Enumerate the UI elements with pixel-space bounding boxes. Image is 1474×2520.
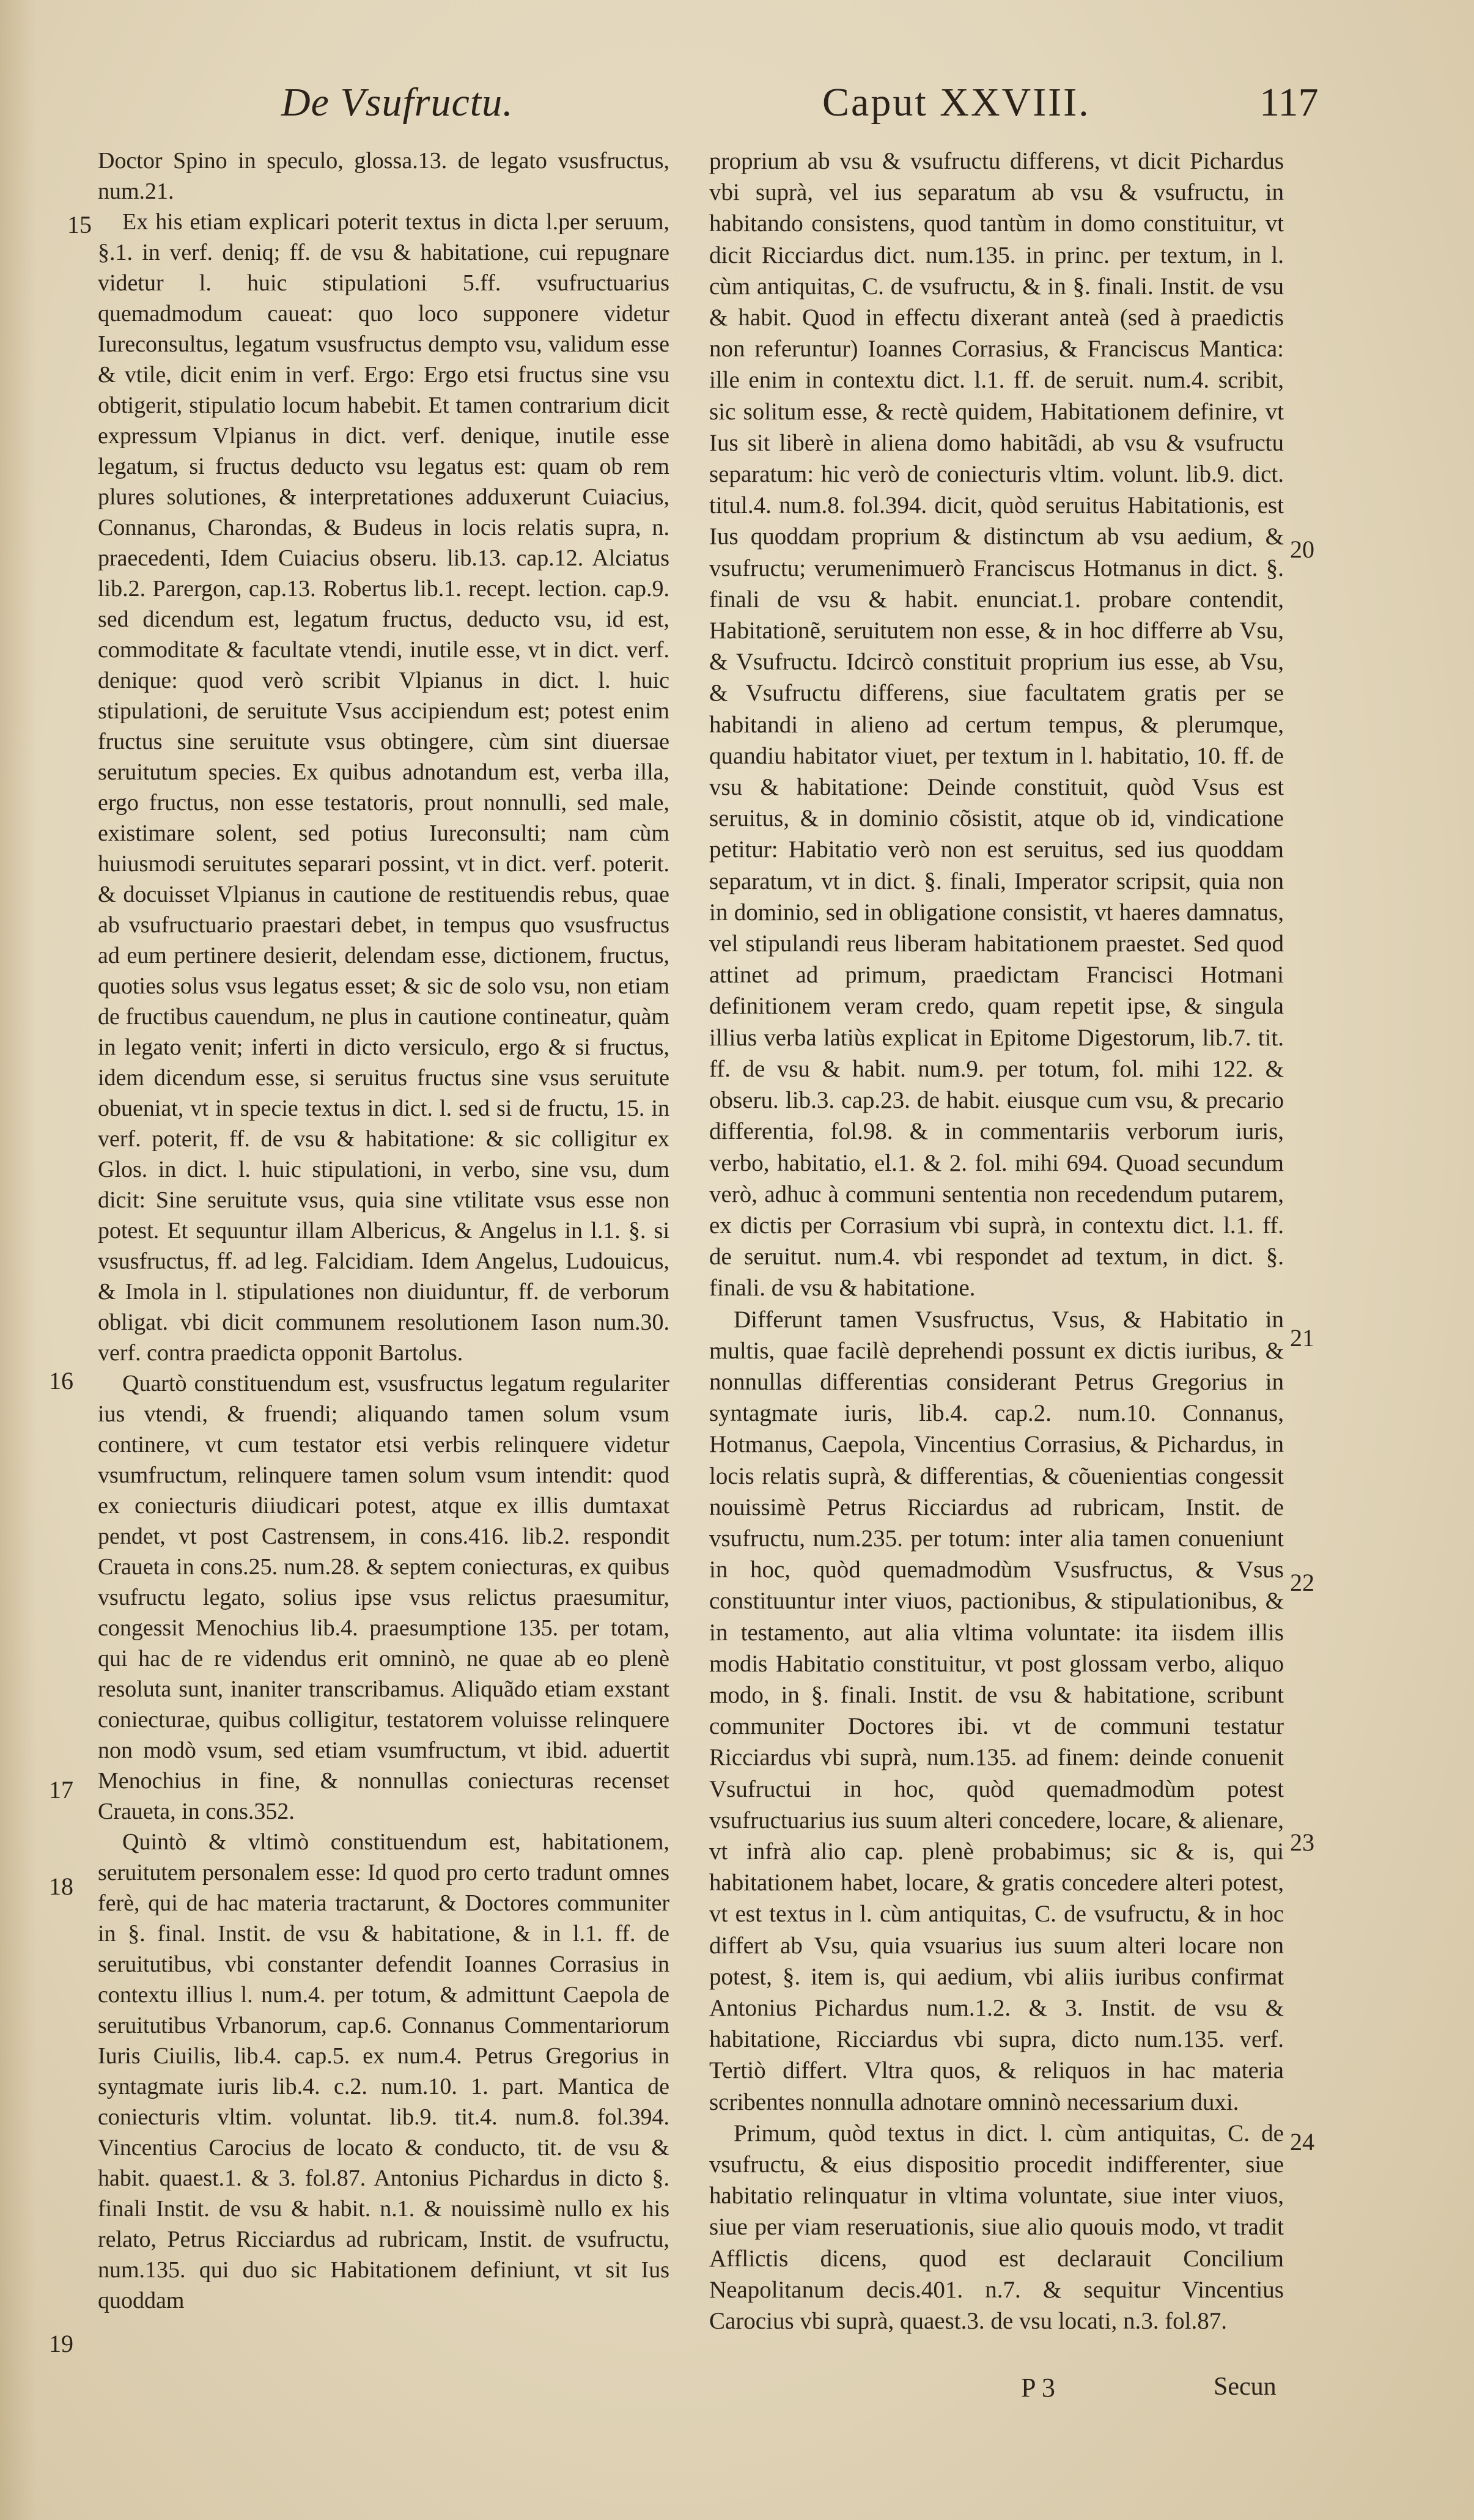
right-column <box>709 146 1284 2337</box>
margin-number: 19 <box>49 2330 73 2357</box>
right-paragraph: Differunt tamen Vsusfructus, Vsus, & Habitatio in multis, quae facilè deprehendi possunt ex dictis iuribus, & nonnullas differentias considerant Petrus Gregorius in syntagmate iuris, lib.4. cap.2. num.10. Connanus, Hotmanus, Caepola, Vincentius Corrasius, & Pichardus, in locis relatis suprà, & differentias, & cõuenientias congessit nouissimè Petrus Ricciardus ad rubricam, Instit. de vsufructu, num.235. per totum: inter alia tamen conueniunt in hoc, quòd quemadmodùm Vsusfructus, & Vsus constituuntur inter viuos, pactionibus, & stipulationibus, & in testamento, aut alia vltima voluntate: ita iisdem illis modis Habitatio constituitur, vt post glossam verbo, aliquo modo, in §. finali. Instit. de vsu & habitatione, scribunt communiter Doctores ibi. vt de communi testatur Ricciardus vbi suprà, num.135. ad finem: deinde conuenit Vsufructui in hoc, quòd quemadmodùm potest vsufructuarius ius suum alteri concedere, locare, & alienare, vt infrà alio cap. plenè probabimus; sic & is, qui habitationem habet, locare, & gratis concedere alteri potest, vt est textus in l. cùm antiquitas, C. de vsufructu, & in hoc differt ab Vsu, quia vsuarius ius suum alteri locare non potest, §. item is, qui aedium, vbi aliis iuribus confirmat Antonius Pichardus num.1.2. & 3. Instit. de vsu & habitatione, Ricciardus vbi supra, dicto num.135. verf. Tertiò differt. Vltra quos, & reliquos in hac materia scribentes nonnulla adnotare omninò necessarium duxi. <box>709 1306 1284 2115</box>
margin-number: 20 <box>1290 536 1314 563</box>
margin-number: 16 <box>49 1367 73 1394</box>
left-paragraph: Doctor Spino in speculo, glossa.13. de legato vsusfructus, num.21. <box>98 148 669 204</box>
left-paragraph: Quartò constituendum est, vsusfructus legatum regulariter ius vtendi, & fruendi; aliquando tamen solum vsum continere, vt cum testator etsi verbis relinquere videtur vsumfructum, relinquere tamen solum vsum intendit: quod ex coniecturis diiudicari potest, atque ex illis dumtaxat pendet, vt post Castrensem, in cons.416. lib.2. respondit Craueta in cons.25. num.28. & septem coniecturas, ex quibus vsufructu legato, solius ipse vsus relictus praesumitur, congessit Menochius lib.4. praesumptione 135. per totam, qui hac de re videndus erit omninò, ne quae ab eo plenè resoluta sunt, inaniter transcribamus. Aliquãdo etiam exstant coniecturae, quibus colligitur, testatorem voluisse relinquere non modò vsum, sed etiam vsumfructum, vt ibid. aduertit Menochius in fine, & nonnullas coniecturas recenset Craueta, in cons.352. <box>98 1371 669 1824</box>
gutter-shadow <box>0 0 37 2520</box>
left-paragraph: Ex his etiam explicari poterit textus in dicta l.per seruum, §.1. in verf. deniq; ff. de vsu & habitatione, cui repugnare videtur l. huic stipulationi 5.ff. vsufructuarius quemadmodum caueat: quo loco supponere videtur Iureconsultus, legatum vsusfructus dempto vsu, validum esse & vtile, dicit enim in verf. Ergo: Ergo etsi fructus sine vsu obtigerit, stipulatio locum habebit. Et tamen contrarium dicit expressum Vlpianus in dict. verf. denique, inutile esse legatum, si fructus deducto vsu legatus est: quam ob rem plures solutiones, & interpretationes adduxerunt Cuiacius, Connanus, Charondas, & Budeus in locis relatis supra, n. praecedenti, Idem Cuiacius obseru. lib.13. cap.12. Alciatus lib.2. Parergon, cap.13. Robertus lib.1. recept. lection. cap.9. sed dicendum est, legatum fructus, deducto vsu, id est, commoditate & facultate vtendi, inutile esse, vt in dict. verf. denique: quod verò scribit Vlpianus in dict. l. huic stipulationi, de seruitute Vsus accipiendum est; potest enim fructus sine seruitute vsus obtingere, cùm sint diuersae seruitutum species. Ex quibus adnotandum est, verba illa, ergo fructus, non esse testatoris, prout nonnulli, sed male, existimare solent, sed potius Iureconsulti; nam cùm huiusmodi seruitutes separari possint, vt in dict. verf. poterit. & docuisset Vlpianus in cautione de restituendis rebus, quae ab vsufructuario praestari debet, in tempus quo vsusfructus ad eum pertinere desierit, delendam esse, dictionem, fructus, quoties solus vsus legatus esset; & sic de solo vsu, non etiam de fructibus cauendum, ne plus in cautione contineatur, quàm in legato venit; inferti in dicto versiculo, ergo & si fructus, idem dicendum esse, si seruitus fructus sine vsus seruitute obueniat, vt in specie textus in dict. l. sed si de fructu, 15. in verf. poterit, ff. de vsu & habitatione: & sic colligitur ex Glos. in dict. l. huic stipulationi, in verbo, sine vsu, dum dicit: Sine seruitute vsus, quia sine vtilitate vsus esse non potest. Et sequuntur illam Albericus, & Angelus in l.1. §. si vsusfructus, ff. ad leg. Falcidiam. Idem Angelus, Ludouicus, & Imola in l. stipulationes non diuiduntur, ff. de verborum obligat. vbi dicit communem resolutionem Iason num.30. verf. contra praedicta opponit Bartolus. <box>98 209 669 1366</box>
folio-number: 117 <box>1259 80 1319 125</box>
margin-number: 17 <box>49 1776 73 1803</box>
chapter-heading: Caput XXVIII. <box>822 80 1091 125</box>
margin-number: 15 <box>67 211 92 238</box>
running-title: De Vsufructu. <box>281 80 514 125</box>
signature-mark: P 3 <box>1021 2373 1055 2403</box>
margin-number: 24 <box>1290 2128 1314 2156</box>
margin-number: 22 <box>1290 1569 1314 1596</box>
margin-number: 18 <box>49 1873 73 1900</box>
catchword: Secun <box>1214 2373 1277 2401</box>
page-header <box>0 79 1474 147</box>
margin-number: 21 <box>1290 1324 1314 1352</box>
margin-number: 23 <box>1290 1829 1314 1856</box>
left-column <box>98 146 669 2316</box>
page-footer <box>0 2372 1474 2415</box>
right-paragraph: proprium ab vsu & vsufructu differens, vt dicit Pichardus vbi suprà, vel ius separatum ab vsu & vsufructu, in habitando consistens, quod tantùm in domo constituitur, vt dicit Ricciardus dict. num.135. in princ. per textum, in l. cùm antiquitas, C. de vsufructu, & in §. finali. Instit. de vsu & habit. Quod in effectu dixerant anteà (sed à praedictis non referuntur) Ioannes Corrasius, & Franciscus Mantica: ille enim in contextu dict. l.1. ff. de seruit. num.4. scribit, sic solitum esse, & rectè quidem, Habitationem definire, vt Ius sit liberè in aliena domo habitãdi, ab vsu & vsufructu separatum: hic verò de coniecturis vltim. volunt. lib.9. dict. titul.4. num.8. fol.394. dicit, quòd seruitus Habitationis, est Ius quoddam proprium & distinctum ab vsu aedium, & vsufructu; verumenimuerò Franciscus Hotmanus in dict. §. finali de vsu & habit. enunciat.1. probare contendit, Habitationẽ, seruitutem non esse, & in hoc differre ab Vsu, & Vsufructu. Idcircò constituit proprium ius esse, ab Vsu, & Vsufructu differens, siue facultatem gratis per se habitandi in alieno ad certum tempus, & plerumque, quandiu habitator viuet, per textum in l. habitatio, 10. ff. de vsu & habitatione: Deinde constituit, quòd Vsus est seruitus, & in dominio cõsistit, atque ob id, vindicatione petitur: Habitatio verò non est seruitus, sed ius quoddam separatum, vt in dict. §. finali, Imperator scripsit, quia non in dominio, sed in obligatione consistit, vt haeres damnatus, vel stipulandi reus liberam habitationem praestet. Sed quod attinet ad primum, praedictam Francisci Hotmani definitionem veram credo, quam repetit ipse, & singula illius verba latiùs explicat in Epitome Digestorum, lib.7. tit. ff. de vsu & habit. num.9. per totum, fol. mihi 122. & obseru. lib.3. cap.23. de habit. eiusque cum vsu, & precario differentia, fol.98. & in commentariis verborum iuris, verbo, habitatio, el.1. & 2. fol. mihi 694. Quoad secundum verò, adhuc à communi sententia non recedendum putarem, ex dictis per Corrasium vbi suprà, in contextu dict. l.1. ff. de seruitut. num.4. vbi respondet ad textum, in dict. §. finali. de vsu & habitatione. <box>709 148 1284 1302</box>
right-paragraph: Primum, quòd textus in dict. l. cùm antiquitas, C. de vsufructu, & eius dispositio procedit indifferenter, siue habitatio relinquatur in vltima voluntate, siue inter viuos, siue per viam reseruationis, siue alio quouis modo, vt tradit Afflictis dicens, quod est declarauit Concilium Neapolitanum decis.401. n.7. & sequitur Vincentius Carocius vbi suprà, quaest.3. de vsu locati, n.3. fol.87. <box>709 2120 1284 2335</box>
left-paragraph: Quintò & vltimò constituendum est, habitationem, seruitutem personalem esse: Id quod pro certo tradunt omnes ferè, qui de hac materia tractarunt, & Doctores communiter in §. final. Instit. de vsu & habitatione, & in l.1. ff. de seruitutibus, vbi constanter defendit Ioannes Corrasius in contextu illius l. num.4. per totum, & admittunt Caepola de seruitutibus Vrbanorum, cap.6. Connanus Commentariorum Iuris Ciuilis, lib.4. cap.5. ex num.4. Petrus Gregorius in syntagmate iuris lib.4. c.2. num.10. 1. part. Mantica de coniecturis vltim. voluntat. lib.9. tit.4. num.8. fol.394. Vincentius Carocius de locato & conducto, tit. de vsu & habit. quaest.1. & 3. fol.87. Antonius Pichardus in dicto §. finali Instit. de vsu & habit. n.1. & nouissimè nullo ex his relato, Petrus Ricciardus ad rubricam, Instit. de vsufructu, num.135. qui duo sic Habitationem definiunt, vt sit Ius quoddam <box>98 1829 669 2313</box>
